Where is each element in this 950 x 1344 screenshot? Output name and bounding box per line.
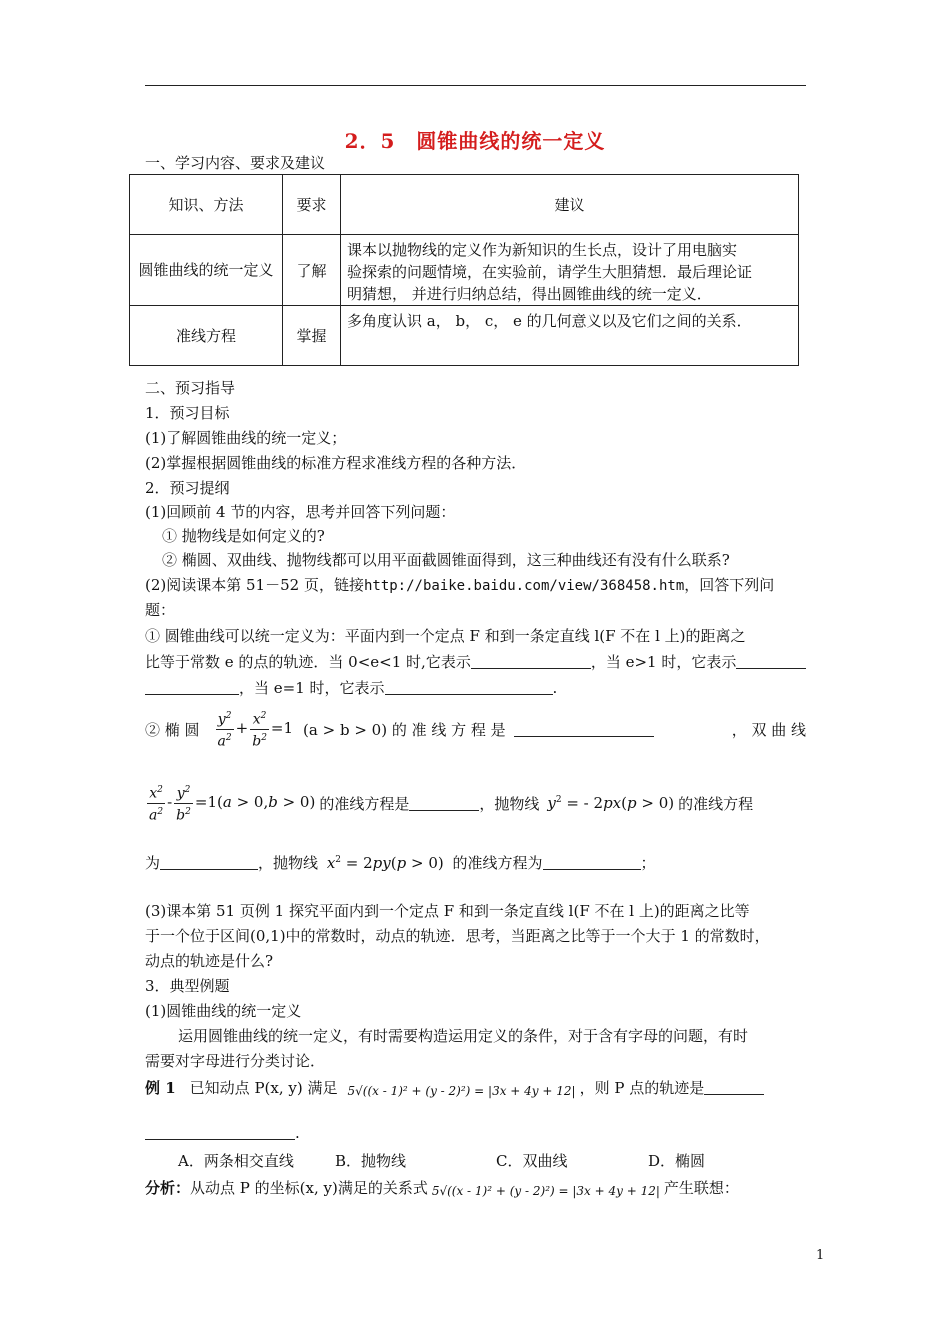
definition-text: ，当 e>1 时，它表示 bbox=[590, 653, 737, 671]
question-text: ，抛物线 bbox=[258, 854, 319, 872]
outline-line bbox=[145, 574, 774, 595]
analysis-formula: 5√((x - 1)² + (y - 2)²) = |3x + 4y + 12| bbox=[431, 1184, 660, 1198]
outline-text: ，回答下列问 bbox=[684, 576, 775, 594]
outline-line: 动点的轨迹是什么? bbox=[145, 952, 274, 970]
outline-line: (3)课本第 51 页例 1 探究平面内到一个定点 F 和到一条定直线 l(F 不在 l 上)的距离之比等 bbox=[145, 902, 750, 920]
table-header-row bbox=[130, 175, 799, 235]
section-2-heading: 二、预习指导 bbox=[145, 379, 236, 397]
analysis-text: 从动点 P 的坐标(x, y)满足的关系式 bbox=[190, 1178, 428, 1197]
definition-line bbox=[145, 651, 806, 672]
option-a[interactable]: A．两条相交直线 bbox=[178, 1152, 294, 1170]
intro-line: 需要对字母进行分类讨论． bbox=[145, 1052, 326, 1070]
outline-line: (1)回顾前 4 节的内容，思考并回答下列问题： bbox=[145, 503, 456, 521]
table-cell-req: 掌握 bbox=[283, 306, 341, 366]
hyperbola-equation: $\frac{x^2}{a^2}$ - $\frac{y^2}{b^2}$ =1(a > 0,b > 0) bbox=[145, 782, 315, 824]
subheading-goals: 1．预习目标 bbox=[145, 404, 230, 422]
table-row bbox=[130, 306, 799, 366]
parabola-equation: $x^2 = 2py(p > 0)$ bbox=[326, 854, 444, 872]
goal-line: (1)了解圆锥曲线的统一定义； bbox=[145, 429, 347, 447]
answer-blank[interactable] bbox=[409, 796, 479, 811]
header-rule bbox=[145, 85, 806, 86]
answer-line: . bbox=[145, 1124, 300, 1142]
page-number: 1 bbox=[816, 1248, 825, 1263]
advice-line: 多角度认识 a， b， c， e 的几何意义以及它们之间的关系． bbox=[347, 312, 752, 330]
example-subheading: (1)圆锥曲线的统一定义 bbox=[145, 1002, 302, 1020]
answer-blank[interactable] bbox=[385, 680, 553, 695]
question-text: (a > b > 0) 的 准 线 方 程 是 bbox=[303, 720, 506, 739]
advice-line: 验探索的问题情境，在实验前，请学生大胆猜想．最后理论证 bbox=[347, 263, 753, 281]
advice-line: 课本以抛物线的定义作为新知识的生长点，设计了用电脑实 bbox=[347, 241, 738, 259]
page-title: 2．5 圆锥曲线的统一定义 bbox=[344, 129, 606, 153]
option-d[interactable]: D．椭圆 bbox=[648, 1152, 706, 1170]
question-text: ② 椭 圆 bbox=[145, 720, 200, 739]
subheading-examples: 3．典型例题 bbox=[145, 977, 230, 995]
answer-blank[interactable] bbox=[160, 855, 258, 870]
analysis-text: 产生联想： bbox=[663, 1178, 739, 1197]
example-1 bbox=[145, 1076, 764, 1098]
intro-line: 运用圆锥曲线的统一定义，有时需要构造运用定义的条件，对于含有字母的问题，有时 bbox=[178, 1027, 749, 1045]
fraction: $\frac{y^2}{b^2}$ bbox=[174, 782, 193, 824]
advice-line: 明猜想， 并进行归纳总结，得出圆锥曲线的统一定义． bbox=[347, 285, 712, 303]
example-label: 例 1 bbox=[145, 1078, 176, 1097]
question-text: ； bbox=[640, 854, 656, 872]
question-text: ，抛物线 bbox=[479, 794, 540, 813]
definition-line: ① 圆锥曲线可以统一定义为：平面内到一个定点 F 和到一条定直线 l(F 不在 l 上)的距离之 bbox=[145, 627, 746, 645]
parabola-question bbox=[145, 852, 656, 873]
table-row bbox=[130, 235, 799, 306]
section-1-heading: 一、学习内容、要求及建议 bbox=[145, 154, 326, 172]
table-header-cell: 建议 bbox=[341, 175, 799, 235]
table-cell-advice bbox=[341, 235, 799, 306]
question-text: ， 双 曲 线 bbox=[731, 720, 806, 739]
ellipse-question bbox=[145, 708, 806, 750]
answer-blank[interactable] bbox=[145, 1125, 295, 1140]
table-cell-req: 了解 bbox=[283, 235, 341, 306]
example-formula: 5√((x - 1)² + (y - 2)²) = |3x + 4y + 12| bbox=[347, 1084, 576, 1098]
fraction: $\frac{y^2}{a^2}$ bbox=[216, 708, 234, 750]
subheading-outline: 2．预习提纲 bbox=[145, 479, 230, 497]
reference-link[interactable]: http://baike.baidu.com/view/368458.htm bbox=[363, 578, 685, 594]
definition-text: 比等于常数 e 的点的轨迹．当 0<e<1 时,它表示 bbox=[145, 653, 471, 671]
question-text: 的准线方程是 bbox=[319, 794, 410, 813]
answer-blank[interactable] bbox=[736, 654, 806, 669]
question-text: 的准线方程 bbox=[678, 794, 754, 813]
table-header-cell: 知识、方法 bbox=[130, 175, 283, 235]
definition-text: ，当 e=1 时，它表示 bbox=[239, 679, 385, 697]
question-text: 为 bbox=[145, 854, 161, 872]
answer-blank[interactable] bbox=[145, 680, 239, 695]
outline-line: 题： bbox=[145, 601, 176, 619]
analysis-label: 分析： bbox=[145, 1178, 191, 1197]
parabola-equation: $y^2$ = - 2px(p > 0) bbox=[547, 794, 675, 813]
table-cell-advice bbox=[341, 306, 799, 366]
example-text: 已知动点 P(x, y) 满足 bbox=[189, 1078, 338, 1097]
outline-line: 于一个位于区间(0,1)中的常数时，动点的轨迹．思考，当距离之比等于一个大于 1 的常数时， bbox=[145, 927, 770, 945]
answer-blank[interactable] bbox=[543, 855, 641, 870]
definition-line bbox=[145, 677, 557, 698]
option-b[interactable]: B．抛物线 bbox=[335, 1152, 407, 1170]
example-text: ，则 P 点的轨迹是 bbox=[579, 1078, 705, 1097]
requirements-table bbox=[129, 174, 799, 366]
fraction: $\frac{x^2}{a^2}$ bbox=[147, 782, 165, 824]
option-c[interactable]: C．双曲线 bbox=[496, 1152, 568, 1170]
question-line: ① 抛物线是如何定义的? bbox=[162, 527, 325, 545]
answer-blank[interactable] bbox=[471, 654, 591, 669]
table-cell-topic: 圆锥曲线的统一定义 bbox=[130, 235, 283, 306]
ellipse-equation: $\frac{y^2}{a^2}$ + $\frac{x^2}{b^2}$ =1 bbox=[214, 708, 294, 750]
question-text: 的准线方程为 bbox=[452, 854, 543, 872]
answer-blank[interactable] bbox=[704, 1080, 764, 1095]
answer-blank[interactable] bbox=[514, 722, 654, 737]
outline-text: (2)阅读课本第 51－52 页，链接 bbox=[145, 576, 364, 594]
analysis bbox=[145, 1176, 739, 1198]
table-cell-topic: 准线方程 bbox=[130, 306, 283, 366]
question-line: ② 椭圆、双曲线、抛物线都可以用平面截圆锥面得到，这三种曲线还有没有什么联系? bbox=[162, 551, 730, 569]
fraction: $\frac{x^2}{b^2}$ bbox=[250, 708, 269, 750]
goal-line: (2)掌握根据圆锥曲线的标准方程求准线方程的各种方法． bbox=[145, 454, 527, 472]
table-header-cell: 要求 bbox=[283, 175, 341, 235]
hyperbola-question bbox=[145, 782, 753, 824]
definition-text: . bbox=[552, 679, 558, 697]
